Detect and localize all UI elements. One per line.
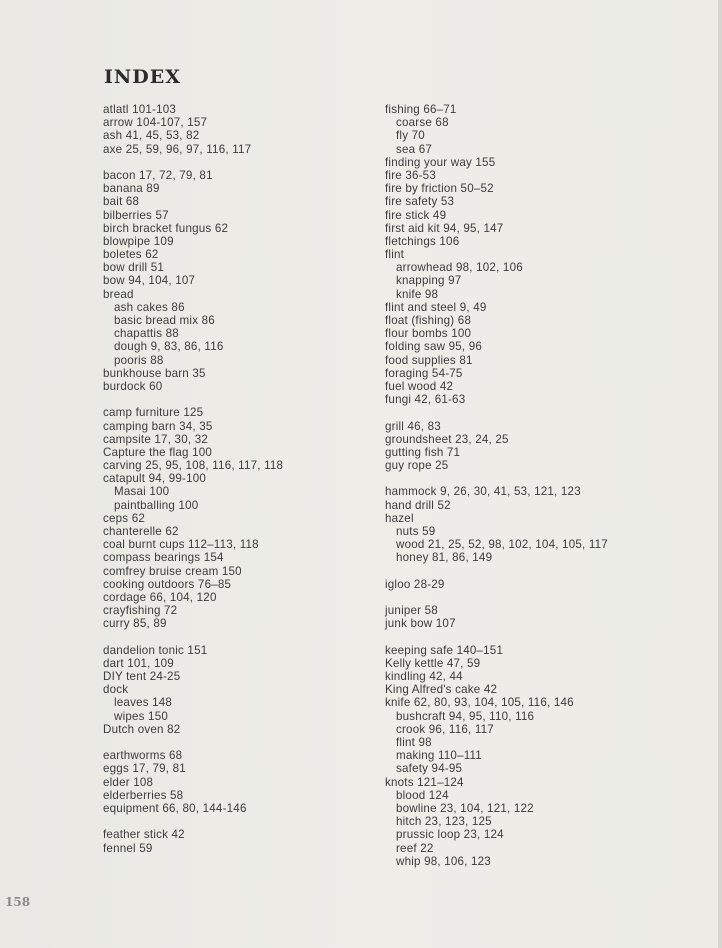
index-entry: dart 101, 109 <box>103 656 174 670</box>
index-subentry: knife 98 <box>396 287 439 301</box>
index-entry: fungi 42, 61-63 <box>385 393 466 407</box>
index-entry: flour bombs 100 <box>385 327 472 341</box>
index-entry: dock <box>103 683 129 697</box>
index-entry: bread <box>103 287 134 301</box>
index-entry: fishing 66–71 <box>385 103 457 116</box>
index-entry: fire by friction 50–52 <box>385 182 494 196</box>
index-entry: kindling 42, 44 <box>385 670 463 684</box>
index-entry: camp furniture 125 <box>103 406 204 420</box>
index-gap <box>385 406 685 419</box>
index-subentry: flint 98 <box>396 736 432 749</box>
index-entry: comfrey bruise cream 150 <box>103 564 242 578</box>
index-entry: coal burnt cups 112–113, 118 <box>103 538 259 552</box>
index-entry: curry 85, 89 <box>103 617 167 631</box>
index-subentry: hitch 23, 123, 125 <box>396 815 492 829</box>
index-entry: earthworms 68 <box>103 749 183 763</box>
index-entry: feather stick 42 <box>103 828 185 842</box>
index-subentry: making 110–111 <box>396 749 482 763</box>
index-entry: guy rope 25 <box>385 459 449 473</box>
index-entry: groundsheet 23, 24, 25 <box>385 432 509 446</box>
index-entry: crayfishing 72 <box>103 604 178 618</box>
index-entry: hazel <box>385 511 414 525</box>
index-entry: catapult 94, 99-100 <box>103 472 207 486</box>
index-gap <box>103 393 403 406</box>
index-entry: equipment 66, 80, 144-146 <box>103 801 247 815</box>
index-entry: axe 25, 59, 96, 97, 116, 117 <box>103 142 252 156</box>
index-entry: bait 68 <box>103 195 140 209</box>
index-entry: eggs 17, 79, 81 <box>103 762 186 776</box>
index-entry: knife 62, 80, 93, 104, 105, 116, 146 <box>385 696 574 710</box>
index-entry: carving 25, 95, 108, 116, 117, 118 <box>103 459 284 473</box>
index-entry: King Alfred's cake 42 <box>385 683 498 697</box>
index-entry: ash 41, 45, 53, 82 <box>103 129 200 143</box>
index-subentry: wipes 150 <box>114 709 169 723</box>
index-entry: dandelion tonic 151 <box>103 643 208 657</box>
index-subentry: bowline 23, 104, 121, 122 <box>396 801 534 815</box>
index-subentry: reef 22 <box>396 841 434 855</box>
index-entry: fire stick 49 <box>385 208 447 222</box>
index-subentry: nuts 59 <box>396 525 436 538</box>
index-entry: foraging 54-75 <box>385 366 463 380</box>
index-entry: compass bearings 154 <box>103 551 224 565</box>
index-entry: juniper 58 <box>385 604 438 618</box>
index-subentry: crook 96, 116, 117 <box>396 722 494 736</box>
index-entry: junk bow 107 <box>385 617 456 631</box>
index-entry: gutting fish 71 <box>385 445 461 459</box>
index-entry: cordage 66, 104, 120 <box>103 590 217 604</box>
index-entry: first aid kit 94, 95, 147 <box>385 221 504 235</box>
index-entry: cooking outdoors 76–85 <box>103 577 232 591</box>
index-entry: bow drill 51 <box>103 261 165 275</box>
index-subentry: chapattis 88 <box>114 327 179 341</box>
index-subentry: dough 9, 83, 86, 116 <box>114 340 224 354</box>
index-gap <box>385 565 685 578</box>
index-column-left <box>103 103 403 855</box>
index-entry: camping barn 34, 35 <box>103 419 213 433</box>
index-entry: flint <box>385 248 405 262</box>
index-entry: campsite 17, 30, 32 <box>103 432 208 446</box>
index-entry: elder 108 <box>103 775 154 789</box>
index-entry: fuel wood 42 <box>385 379 454 393</box>
index-subentry: paintballing 100 <box>114 498 199 512</box>
index-entry: bilberries 57 <box>103 208 169 222</box>
index-subentry: knapping 97 <box>396 274 462 288</box>
index-gap <box>385 591 685 604</box>
index-entry: knots 121–124 <box>385 775 464 789</box>
index-gap <box>103 631 403 644</box>
index-entry: finding your way 155 <box>385 155 496 169</box>
index-subentry: pooris 88 <box>114 353 164 367</box>
page-number: 158 <box>5 895 31 909</box>
index-subentry: bushcraft 94, 95, 110, 116 <box>396 709 535 723</box>
index-gap <box>103 736 403 749</box>
index-subentry: fly 70 <box>396 129 425 143</box>
index-subentry: leaves 148 <box>114 696 173 710</box>
page-edge <box>718 0 722 948</box>
index-entry: food supplies 81 <box>385 353 473 367</box>
index-column-right <box>385 103 685 868</box>
index-entry: hammock 9, 26, 30, 41, 53, 121, 123 <box>385 485 581 499</box>
index-gap <box>103 156 403 169</box>
index-subentry: prussic loop 23, 124 <box>396 828 504 842</box>
index-entry: bow 94, 104, 107 <box>103 274 196 288</box>
index-entry: keeping safe 140–151 <box>385 643 504 657</box>
index-gap <box>385 631 685 644</box>
index-subentry: ash cakes 86 <box>114 300 185 314</box>
index-entry: blowpipe 109 <box>103 234 174 248</box>
index-subentry: basic bread mix 86 <box>114 314 215 327</box>
index-subentry: coarse 68 <box>396 116 449 130</box>
index-entry: fire safety 53 <box>385 195 455 209</box>
index-entry: arrow 104-107, 157 <box>103 116 208 130</box>
index-entry: chanterelle 62 <box>103 525 179 538</box>
index-entry: banana 89 <box>103 182 160 196</box>
index-entry: boletes 62 <box>103 248 159 262</box>
index-entry: grill 46, 83 <box>385 419 441 433</box>
index-subentry: arrowhead 98, 102, 106 <box>396 261 523 275</box>
index-entry: bunkhouse barn 35 <box>103 366 206 380</box>
index-subentry: blood 124 <box>396 788 449 802</box>
index-subentry: honey 81, 86, 149 <box>396 551 493 565</box>
index-entry: Capture the flag 100 <box>103 445 213 459</box>
page-title: INDEX <box>104 66 181 88</box>
index-entry: Dutch oven 82 <box>103 722 181 736</box>
index-entry: Kelly kettle 47, 59 <box>385 656 481 670</box>
index-entry: birch bracket fungus 62 <box>103 221 229 235</box>
index-entry: atlatl 101-103 <box>103 103 177 116</box>
index-subentry: safety 94-95 <box>396 762 463 776</box>
index-entry: hand drill 52 <box>385 498 451 512</box>
index-subentry: whip 98, 106, 123 <box>396 854 491 868</box>
index-gap <box>103 815 403 828</box>
index-entry: ceps 62 <box>103 511 146 525</box>
index-entry: bacon 17, 72, 79, 81 <box>103 168 213 182</box>
index-entry: elderberries 58 <box>103 788 184 802</box>
index-subentry: wood 21, 25, 52, 98, 102, 104, 105, 117 <box>396 538 608 552</box>
index-gap <box>385 472 685 485</box>
index-entry: fire 36-53 <box>385 168 436 182</box>
index-entry: folding saw 95, 96 <box>385 340 483 354</box>
index-entry: float (fishing) 68 <box>385 314 472 327</box>
index-subentry: sea 67 <box>396 142 433 156</box>
index-entry: igloo 28-29 <box>385 577 445 591</box>
index-entry: fletchings 106 <box>385 234 460 248</box>
index-subentry: Masai 100 <box>114 485 170 499</box>
index-entry: flint and steel 9, 49 <box>385 300 487 314</box>
index-entry: burdock 60 <box>103 379 163 393</box>
index-entry: DIY tent 24-25 <box>103 670 181 684</box>
index-entry: fennel 59 <box>103 841 153 855</box>
